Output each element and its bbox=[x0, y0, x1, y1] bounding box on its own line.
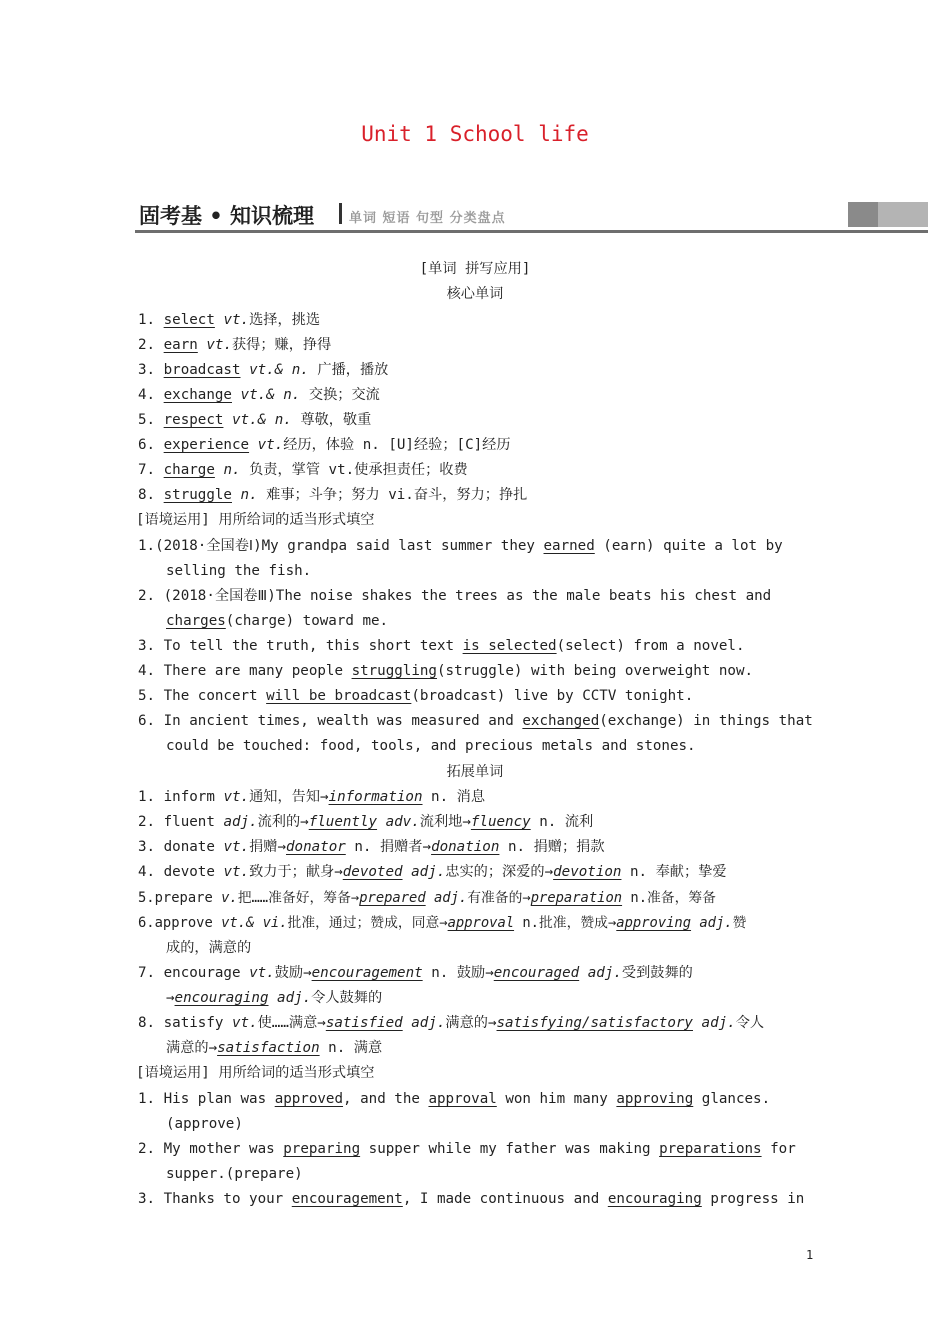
core-item: 8. struggle n. 难事；斗争；努力 vi.奋斗，努力；挣扎 bbox=[138, 487, 528, 503]
exercise-cont: selling the fish. bbox=[166, 563, 312, 579]
core-item: 2. earn vt.获得；赚，挣得 bbox=[138, 337, 332, 353]
ext-item: 8. satisfy vt.使……满意→satisfied adj.满意的→satisfying/satisfactory adj.令人 bbox=[138, 1015, 765, 1031]
banner-title: 固考基 • 知识梳理 bbox=[139, 204, 315, 228]
context-heading: [语境运用] 用所给词的适当形式填空 bbox=[136, 1065, 375, 1081]
core-item: 3. broadcast vt.& n. 广播，播放 bbox=[138, 362, 389, 378]
exercise-item: 1.(2018·全国卷Ⅰ)My grandpa said last summer they earned (earn) quite a lot by bbox=[138, 538, 783, 554]
exercise-cont: could be touched: food, tools, and precious metals and stones. bbox=[166, 738, 696, 754]
banner-block-light bbox=[878, 202, 928, 227]
section-heading: [单词 拼写应用] bbox=[419, 261, 531, 277]
core-heading: 核心单词 bbox=[446, 286, 504, 302]
exercise-item: 1. His plan was approved, and the approval won him many approving glances. bbox=[138, 1091, 771, 1107]
core-item: 5. respect vt.& n. 尊敬，敬重 bbox=[138, 412, 372, 428]
banner-block-dark bbox=[848, 202, 878, 227]
exercise-item: 3. To tell the truth, this short text is selected(select) from a novel. bbox=[138, 638, 745, 654]
core-item: 6. experience vt.经历，体验 n. [U]经验；[C]经历 bbox=[138, 437, 511, 453]
section-banner bbox=[135, 200, 928, 233]
exercise-item: 3. Thanks to your encouragement, I made continuous and encouraging progress in bbox=[138, 1191, 805, 1207]
ext-item: 4. devote vt.致力于；献身→devoted adj.忠实的；深爱的→devotion n. 奉献；挚爱 bbox=[138, 864, 727, 880]
exercise-cont: (approve) bbox=[166, 1116, 243, 1132]
page-title: Unit 1 School life bbox=[361, 122, 589, 146]
core-item: 7. charge n. 负责，掌管 vt.使承担责任；收费 bbox=[138, 462, 468, 478]
core-item: 1. select vt.选择，挑选 bbox=[138, 312, 321, 328]
ext-cont: 满意的→satisfaction n. 满意 bbox=[166, 1040, 383, 1056]
ext-item: 7. encourage vt.鼓励→encouragement n. 鼓励→encouraged adj.受到鼓舞的 bbox=[138, 965, 693, 981]
exercise-item: 5. The concert will be broadcast(broadcast) live by CCTV tonight. bbox=[138, 688, 694, 704]
exercise-item: 4. There are many people struggling(struggle) with being overweight now. bbox=[138, 663, 754, 679]
banner-subtitle: 单词 短语 句型 分类盘点 bbox=[349, 211, 506, 226]
ext-item: 2. fluent adj.流利的→fluently adv.流利地→fluency n. 流利 bbox=[138, 814, 594, 830]
ext-cont: →encouraging adj.令人鼓舞的 bbox=[166, 990, 383, 1006]
ext-cont: 成的，满意的 bbox=[166, 940, 252, 956]
core-item: 4. exchange vt.& n. 交换；交流 bbox=[138, 387, 380, 403]
exercise-item: 2. (2018·全国卷Ⅲ)The noise shakes the trees as the male beats his chest and bbox=[138, 588, 772, 604]
exercise-cont: supper.(prepare) bbox=[166, 1166, 303, 1182]
exercise-item: 6. In ancient times, wealth was measured and exchanged(exchange) in things that bbox=[138, 713, 813, 729]
banner-divider bbox=[339, 203, 342, 224]
context-heading: [语境运用] 用所给词的适当形式填空 bbox=[136, 512, 375, 528]
ext-item: 5.prepare v.把……准备好，筹备→prepared adj.有准备的→preparation n.准备，筹备 bbox=[138, 890, 716, 906]
ext-heading: 拓展单词 bbox=[446, 764, 504, 780]
exercise-item: 2. My mother was preparing supper while my father was making preparations for bbox=[138, 1141, 796, 1157]
ext-item: 1. inform vt.通知，告知→information n. 消息 bbox=[138, 789, 486, 805]
exercise-cont: charges(charge) toward me. bbox=[166, 613, 389, 629]
page-number: 1 bbox=[806, 1248, 814, 1262]
ext-item: 6.approve vt.& vi.批准，通过；赞成，同意→approval n.批准，赞成→approving adj.赞 bbox=[138, 915, 747, 931]
ext-item: 3. donate vt.捐赠→donator n. 捐赠者→donation n. 捐赠；捐款 bbox=[138, 839, 605, 855]
